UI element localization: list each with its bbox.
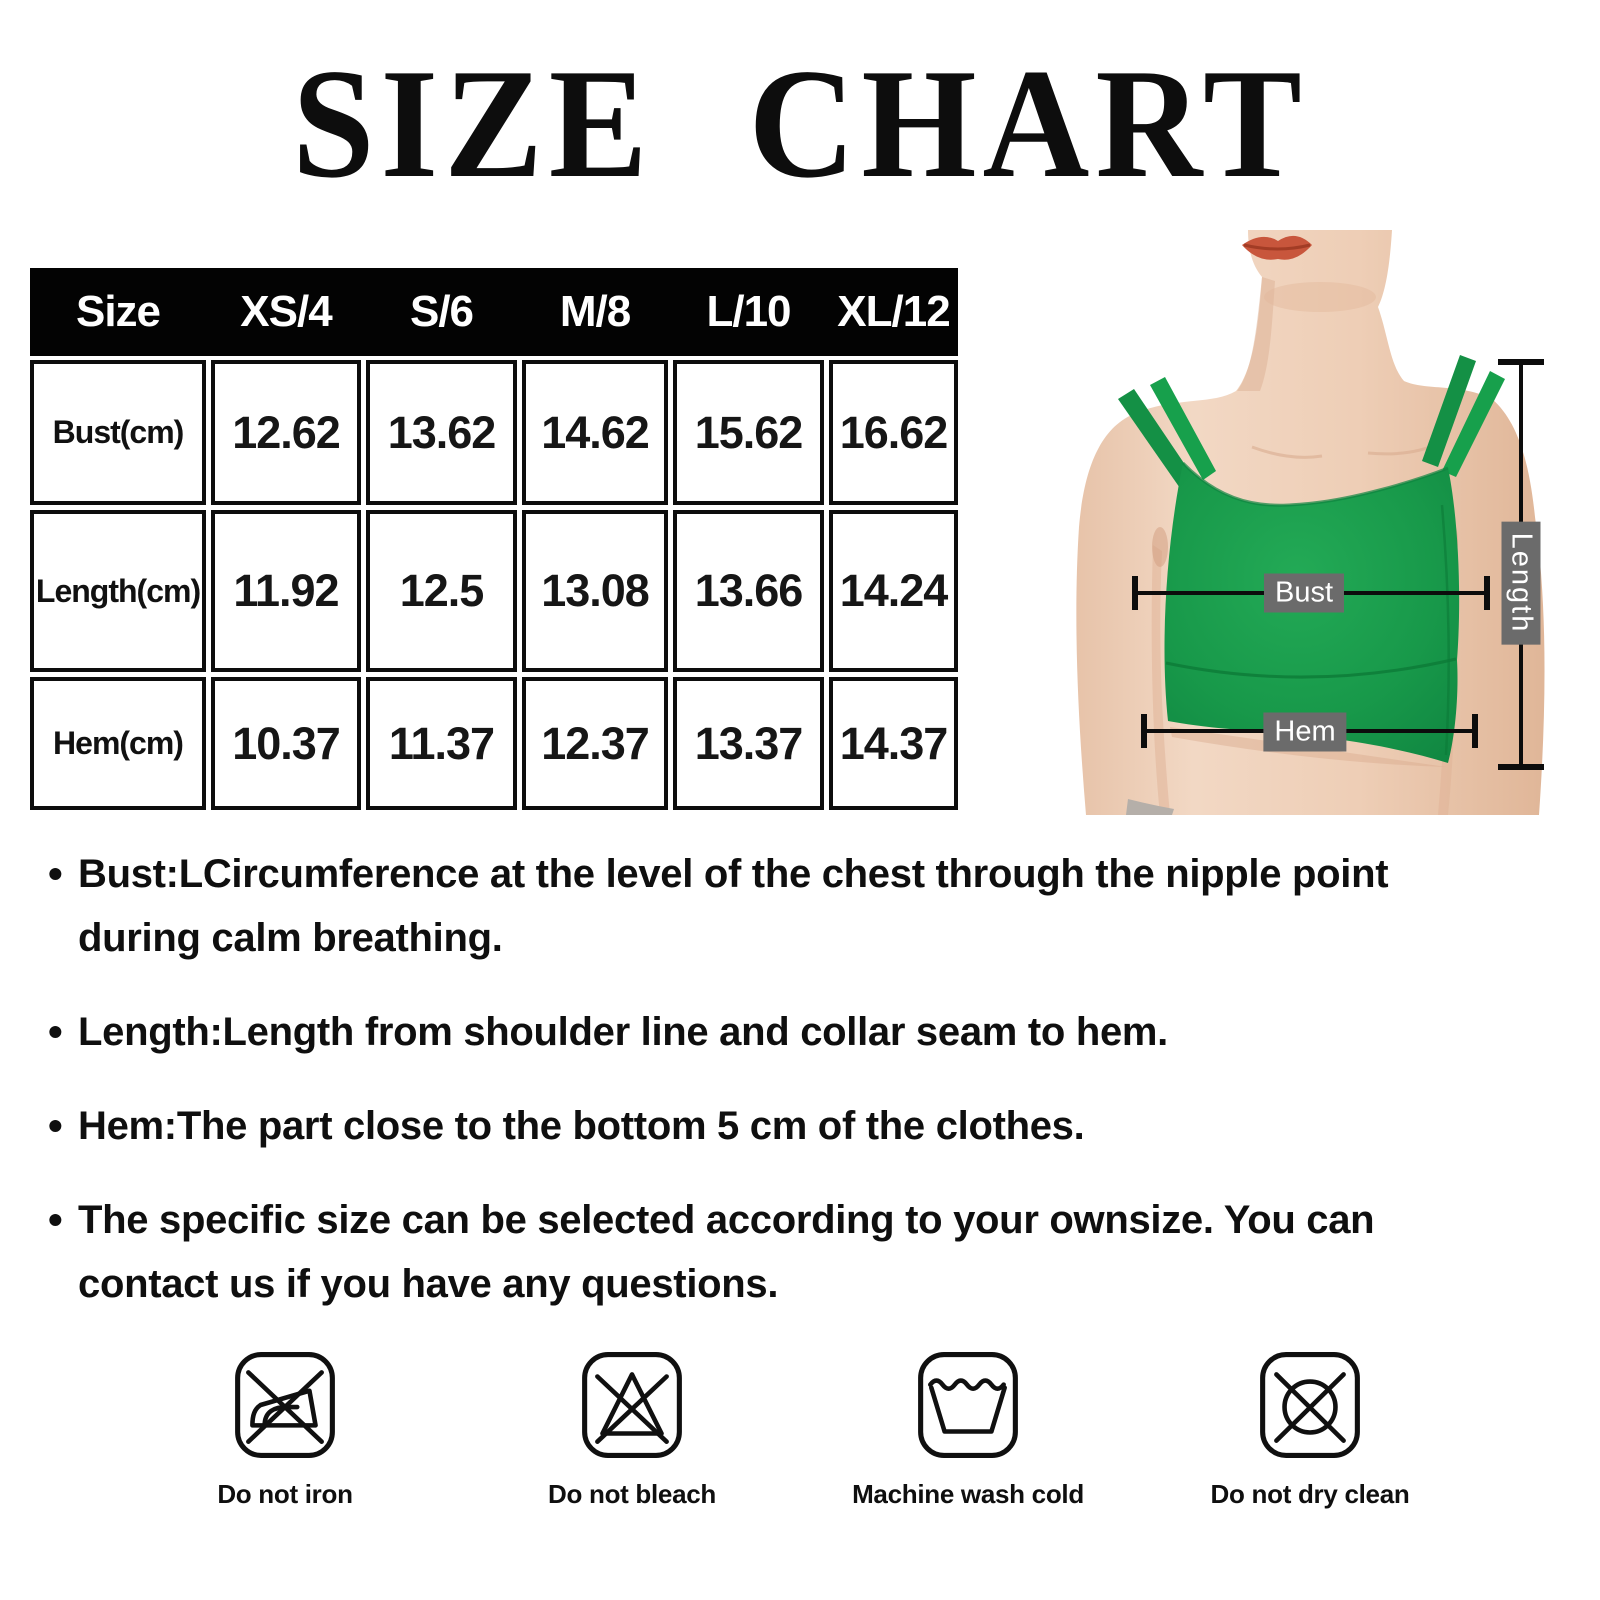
hem-s-value: 11.37 [366, 677, 517, 810]
note-bust [48, 842, 1488, 970]
do-not-bleach-icon [581, 1350, 683, 1465]
length-s-value: 12.5 [366, 510, 517, 672]
note-length [48, 1000, 1488, 1064]
bust-measure-label: Bust [1264, 574, 1344, 613]
header-cell-xs4: XS/4 [240, 287, 332, 336]
measurement-notes [48, 842, 1488, 1346]
size-table-body [30, 360, 958, 810]
machine-wash-cold-icon [917, 1350, 1019, 1465]
care-label: Do not iron [217, 1479, 353, 1509]
header-cell-l10: L/10 [706, 287, 791, 336]
measure-cap [1498, 764, 1544, 770]
length-l-value: 13.66 [673, 510, 824, 672]
hem-l-value: 13.37 [673, 677, 824, 810]
header-cell-size: Size [75, 287, 161, 336]
care-item-machine-wash-cold [808, 1350, 1128, 1510]
do-not-dry-clean-icon [1259, 1350, 1361, 1465]
note-hem [48, 1094, 1488, 1158]
bust-s-value: 13.62 [366, 360, 517, 505]
care-item-do-not-iron [125, 1350, 445, 1510]
bust-xs-value: 12.62 [211, 360, 361, 505]
model-figure [990, 215, 1600, 815]
left-armpit-shadow [1152, 527, 1168, 567]
hem-xl-value: 14.37 [829, 677, 958, 810]
care-label: Do not dry clean [1210, 1479, 1410, 1509]
bust-xl-value: 16.62 [829, 360, 958, 505]
hem-xs-value: 10.37 [211, 677, 361, 810]
size-table-header [30, 268, 958, 356]
care-item-do-not-dry-clean [1150, 1350, 1470, 1510]
measure-cap [1484, 576, 1490, 610]
header-cell-s6: S/6 [409, 287, 474, 336]
length-xl-value: 14.24 [829, 510, 958, 672]
note-text: The specific size can be selected according to your ownsize. You can contact us if you have any questions. [78, 1198, 1375, 1306]
bust-m-value: 14.62 [522, 360, 668, 505]
note-text: Length:Length from shoulder line and collar seam to hem. [78, 1010, 1168, 1054]
length-xs-value: 11.92 [211, 510, 361, 672]
care-item-do-not-bleach [472, 1350, 792, 1510]
bullet-dot: • [48, 850, 63, 897]
chin-shadow [1264, 282, 1376, 312]
do-not-iron-icon [234, 1350, 336, 1465]
header-cell-m8: M/8 [559, 287, 631, 336]
bullet-dot: • [48, 1102, 63, 1149]
hem-measure-label: Hem [1263, 713, 1346, 752]
note-text: Hem:The part close to the bottom 5 cm of the clothes. [78, 1104, 1085, 1148]
care-label: Do not bleach [548, 1479, 716, 1509]
measure-cap [1498, 359, 1544, 365]
care-label: Machine wash cold [852, 1479, 1084, 1509]
measure-cap [1472, 714, 1478, 748]
header-cell-xl12: XL/12 [837, 287, 950, 336]
length-measure-label: Length [1502, 522, 1541, 645]
measure-cap [1141, 714, 1147, 748]
bullet-dot: • [48, 1008, 63, 1055]
length-m-value: 13.08 [522, 510, 668, 672]
row-label-bust: Bust(cm) [30, 360, 206, 505]
bullet-dot: • [48, 1196, 63, 1243]
measure-cap [1132, 576, 1138, 610]
note-text: Bust:LCircumference at the level of the chest through the nipple point during calm breathing. [78, 852, 1389, 960]
row-label-hem: Hem(cm) [30, 677, 206, 810]
page-title: SIZE CHART [292, 37, 1308, 212]
note-sizing-advice [48, 1188, 1488, 1316]
hem-m-value: 12.37 [522, 677, 668, 810]
bust-l-value: 15.62 [673, 360, 824, 505]
row-label-length: Length(cm) [30, 510, 206, 672]
